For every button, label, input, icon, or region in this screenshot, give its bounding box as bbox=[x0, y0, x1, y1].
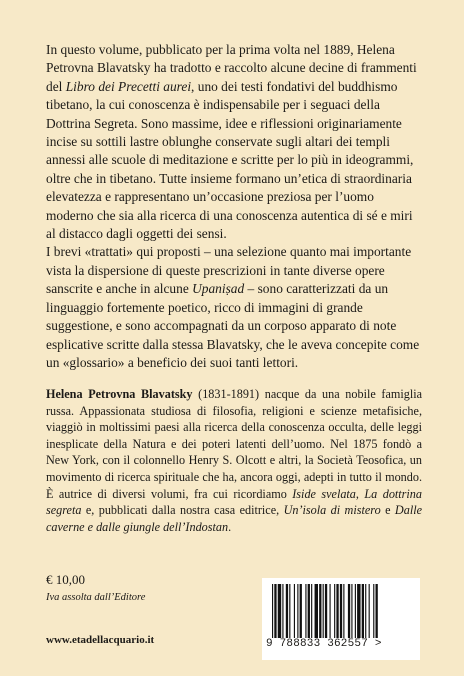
barcode-bars-graphic bbox=[272, 584, 410, 638]
vat-note: Iva assolta dall’Editore bbox=[46, 592, 146, 603]
description-paragraph-1: In questo volume, pubblicato per la prima volta nel 1889, Helena Petrovna Blavatsky ha tradotto e raccolto alcune decine di frammenti del Libro dei Precetti aurei, uno dei testi fondativi del buddhismo tibetano, la cui conoscenza è indispensabile per i seguaci della Dottrina Segreta. Sono massime, idee e riflessioni originariamente incise su sottili lastre oblunghe conservate sugli altari dei templi annessi alle scuole di meditazione e scritte per lo più in ideogrammi, oltre che in tibetano. Tutte insieme formano un’etica di straordinaria elevatezza e rappresentano un’occasione preziosa per l’uomo moderno che sia alla ricerca di una conoscenza autentica di sé e miri al distacco dagli oggetti dei sensi. bbox=[46, 42, 417, 242]
book-description bbox=[46, 41, 422, 372]
price: € 10,00 bbox=[46, 572, 85, 587]
work-title: Dalle caverne e dalle giungle dell’Indostan bbox=[46, 503, 422, 534]
work-title: Iside svelata bbox=[292, 486, 356, 501]
author-name: Helena Petrovna Blavatsky bbox=[46, 387, 193, 401]
author-biography bbox=[46, 386, 422, 535]
work-title: Un’isola di mistero bbox=[283, 503, 381, 518]
publisher-website: www.etadellacquario.it bbox=[46, 634, 155, 646]
description-paragraph-2: I brevi «trattati» qui proposti – una selezione quanto mai importante vista la dispersione di queste prescrizioni in tante diverse opere sanscrite e anche in alcune Upaniṣad – sono caratterizzati da un linguaggio fortemente poetico, ricco di immagini di grande suggestione, e sono accompagnati da un corposo apparato di note esplicative scritte dalla stessa Blavatsky, che le aveva concepite come un «glossario» a beneficio dei suoi tanti lettori. bbox=[46, 244, 420, 370]
biography-paragraph: Helena Petrovna Blavatsky (1831-1891) nacque da una nobile famiglia russa. Appassionata studiosa di filosofia, religioni e scienze metafisiche, viaggiò in moltissimi paesi alla ricerca della conoscenza occulta, delle leggi inesplicate della Natura e dei poteri latenti dell’uomo. Nel 1875 fondò a New York, con il colonnello Henry S. Olcott e altri, la Società Teosofica, un movimento di ricerca spirituale che ha, ancora oggi, adepti in tutto il mondo. È autrice di diversi volumi, fra cui ricordiamo Iside svelata, La dottrina segreta e, pubblicati dalla nostra casa editrice, Un’isola di mistero e Dalle caverne e dalle giungle dell’Indostan. bbox=[46, 387, 423, 534]
barcode-number: 9 788833 362557 > bbox=[266, 638, 382, 650]
upanisad-italic: Upaniṣad bbox=[192, 281, 245, 297]
book-title-italic: Libro dei Precetti aurei bbox=[65, 78, 192, 94]
work-title: La dottrina segreta bbox=[46, 486, 422, 518]
isbn-barcode bbox=[262, 578, 420, 660]
